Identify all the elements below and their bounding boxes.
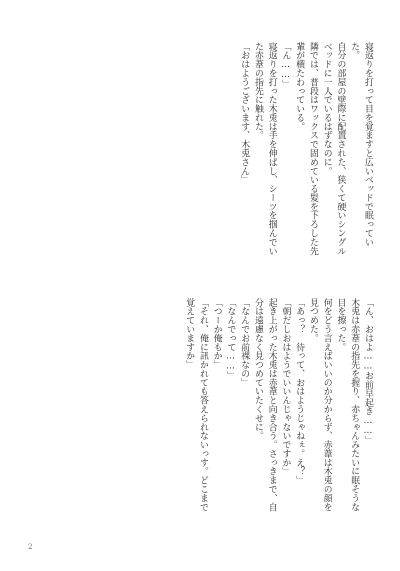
paragraph: 「ん……」 <box>280 42 291 89</box>
paragraph: 「なんでお前裸なの」 <box>239 298 250 387</box>
paragraph: 寝返りを打った木兎は手を伸ばし、シーツを掴んでいた赤葦の指先に触れた。 <box>253 42 277 256</box>
paragraph: 「つーか俺もか」 <box>211 298 222 370</box>
paragraph: 隣では、普段はワックスで固めている髪を下ろした先輩が横たわっている。 <box>294 42 318 256</box>
paragraph: 「朝だしおはようでいいんじゃないですか」 <box>280 298 291 476</box>
lower-text-block <box>22 298 374 512</box>
paragraph: 何をどう言えばいいのか分からず、赤葦は木兎の顔を見つめた。 <box>308 298 332 512</box>
upper-text-block <box>22 42 374 256</box>
paragraph: 「それ、俺に訊かれても答えられないっす。どこまで覚えていますか」 <box>184 298 208 512</box>
paragraph: 自分の部屋の壁際に配置された、狭くて硬いシングルベッドに一人でいるはずなのに。 <box>321 42 346 256</box>
paragraph: 起き上がった木兎は赤葦と向き合う。さっきまで、自分は遠慮なく見つめていたくせに。 <box>253 298 277 512</box>
paragraph: 「ん、おはよ……お前早起き……」 <box>363 298 373 445</box>
paragraph: 「あっ？ 待って、おはようじゃねぇ。え？」 <box>294 298 305 485</box>
paragraph: 「おはようございます、木兎さん」 <box>239 42 250 185</box>
paragraph: 「なんでって……」 <box>225 298 236 381</box>
page-number: 2 <box>28 543 33 551</box>
paragraph: 木兎は赤葦の指先を握り、赤ちゃんみたいに眠そうな目を擦った。 <box>335 298 360 512</box>
paragraph: 寝返りを打って目を覚ますと広いベッドで眠っていた。 <box>349 42 373 247</box>
